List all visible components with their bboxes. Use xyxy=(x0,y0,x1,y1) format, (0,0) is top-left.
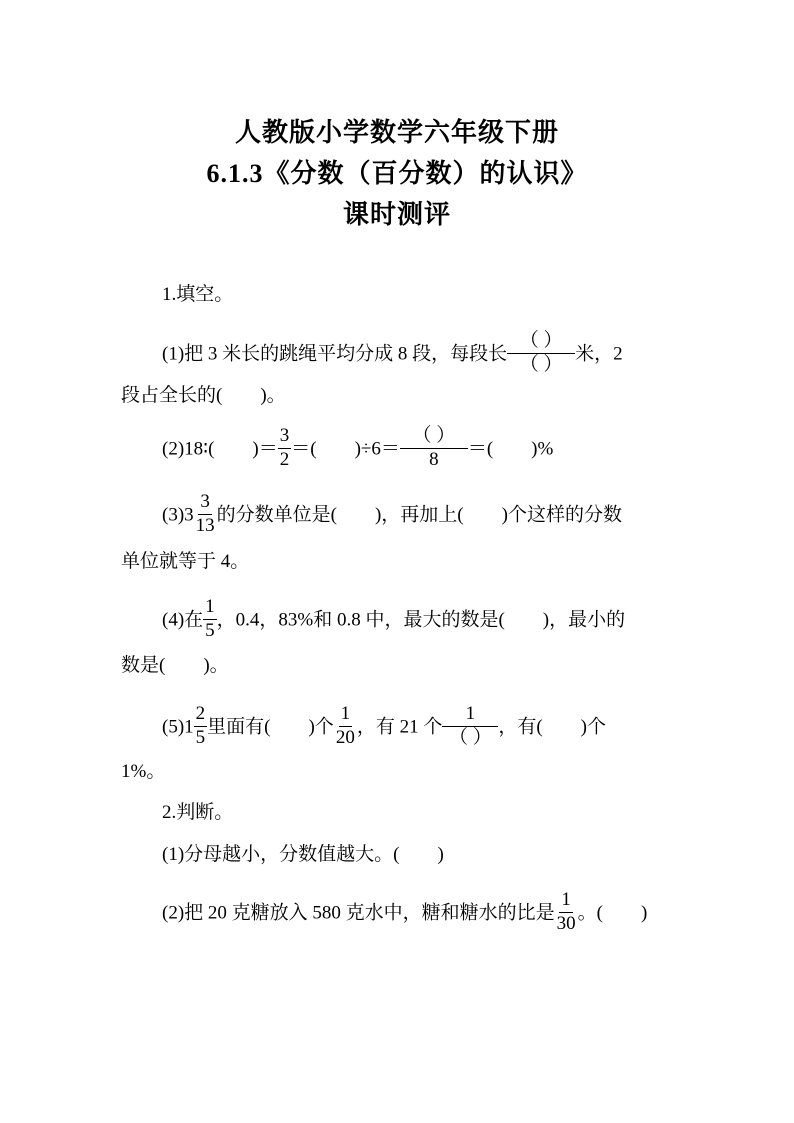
q1-1-fraction xyxy=(507,330,575,377)
q2-2-text-a: (2)把 20 克糖放入 580 克水中，糖和糖水的比是 xyxy=(162,902,555,924)
fraction-numerator: 1 xyxy=(203,596,217,620)
fraction-numerator: 3 xyxy=(278,425,292,449)
q1-1-text-a: (1)把 3 米长的跳绳平均分成 8 段，每段长 xyxy=(162,343,508,365)
q1-2-text-c: ＝( )% xyxy=(467,438,554,460)
q1-4-text-a: (4)在 xyxy=(162,609,204,631)
question-1-4-cont: 数是( )。 xyxy=(121,655,229,676)
fraction-denominator: （ ） xyxy=(448,726,492,748)
fraction-denominator: 20 xyxy=(335,726,355,748)
q1-4-text-b: ，0.4，83%和 0.8 中，最大的数是( )，最小的 xyxy=(216,609,626,631)
fraction-numerator: 1 xyxy=(559,889,573,913)
question-1-4 xyxy=(162,598,625,645)
fraction-numerator: 3 xyxy=(198,491,212,515)
doc-subtitle: 课时测评 xyxy=(342,200,451,229)
fraction-numerator: 1 xyxy=(339,703,353,727)
fraction-denominator: 2 xyxy=(279,448,290,470)
question-1-2 xyxy=(162,427,553,474)
question-2-1: (1)分母越小，分数值越大。( ) xyxy=(162,844,444,865)
lesson-title: 6.1.3《分数（百分数）的认识》 xyxy=(206,159,588,188)
q1-5-fraction-2 xyxy=(334,703,357,750)
q1-2-text-b: ＝( )÷6＝ xyxy=(291,438,400,460)
fraction-denominator: 8 xyxy=(429,448,439,470)
q1-5-fraction-1 xyxy=(194,703,208,750)
question-1-5 xyxy=(162,705,606,752)
q1-5-text-c: ，有 21 个 xyxy=(356,716,443,738)
question-1-1-cont: 段占全长的( )。 xyxy=(121,385,286,406)
q1-3-text-a: (3)3 xyxy=(162,504,194,526)
q1-2-text-a: (2)18∶( )＝ xyxy=(162,438,278,460)
fraction-numerator: 1 xyxy=(442,703,498,727)
question-1-5-cont: 1%。 xyxy=(121,761,166,782)
section-fill-title: 1.填空。 xyxy=(162,284,234,305)
q1-5-text-b: 里面有( )个 xyxy=(207,716,334,738)
q1-3-fraction xyxy=(194,491,217,538)
doc-title: 人教版小学数学六年级下册 xyxy=(234,118,559,147)
fraction-denominator: 5 xyxy=(205,619,215,641)
q1-3-text-b: 的分数单位是( )，再加上( )个这样的分数 xyxy=(216,504,622,526)
question-1-3 xyxy=(162,493,622,540)
question-1-1 xyxy=(162,332,623,379)
q2-2-text-b: 。( ) xyxy=(577,902,648,924)
q1-5-text-d: ，有( )个 xyxy=(498,716,606,738)
q1-2-fraction-2 xyxy=(400,425,468,472)
fraction-numerator: （ ） xyxy=(400,425,468,449)
fraction-denominator: 13 xyxy=(195,514,215,536)
q2-2-fraction xyxy=(555,889,578,936)
question-1-3-cont: 单位就等于 4。 xyxy=(121,551,250,572)
q1-5-fraction-3 xyxy=(442,703,498,750)
fraction-numerator: （ ） xyxy=(507,330,575,354)
q1-1-text-b: 米，2 xyxy=(575,343,623,365)
section-judge-title: 2.判断。 xyxy=(162,802,234,823)
question-2-2 xyxy=(162,891,647,938)
fraction-denominator: （ ） xyxy=(519,353,563,375)
fraction-numerator: 2 xyxy=(194,703,208,727)
fraction-denominator: 5 xyxy=(195,726,206,748)
fraction-denominator: 30 xyxy=(556,912,576,934)
q1-5-text-a: (5)1 xyxy=(162,716,194,738)
q1-2-fraction-1 xyxy=(278,425,292,472)
q1-4-fraction xyxy=(203,596,217,643)
